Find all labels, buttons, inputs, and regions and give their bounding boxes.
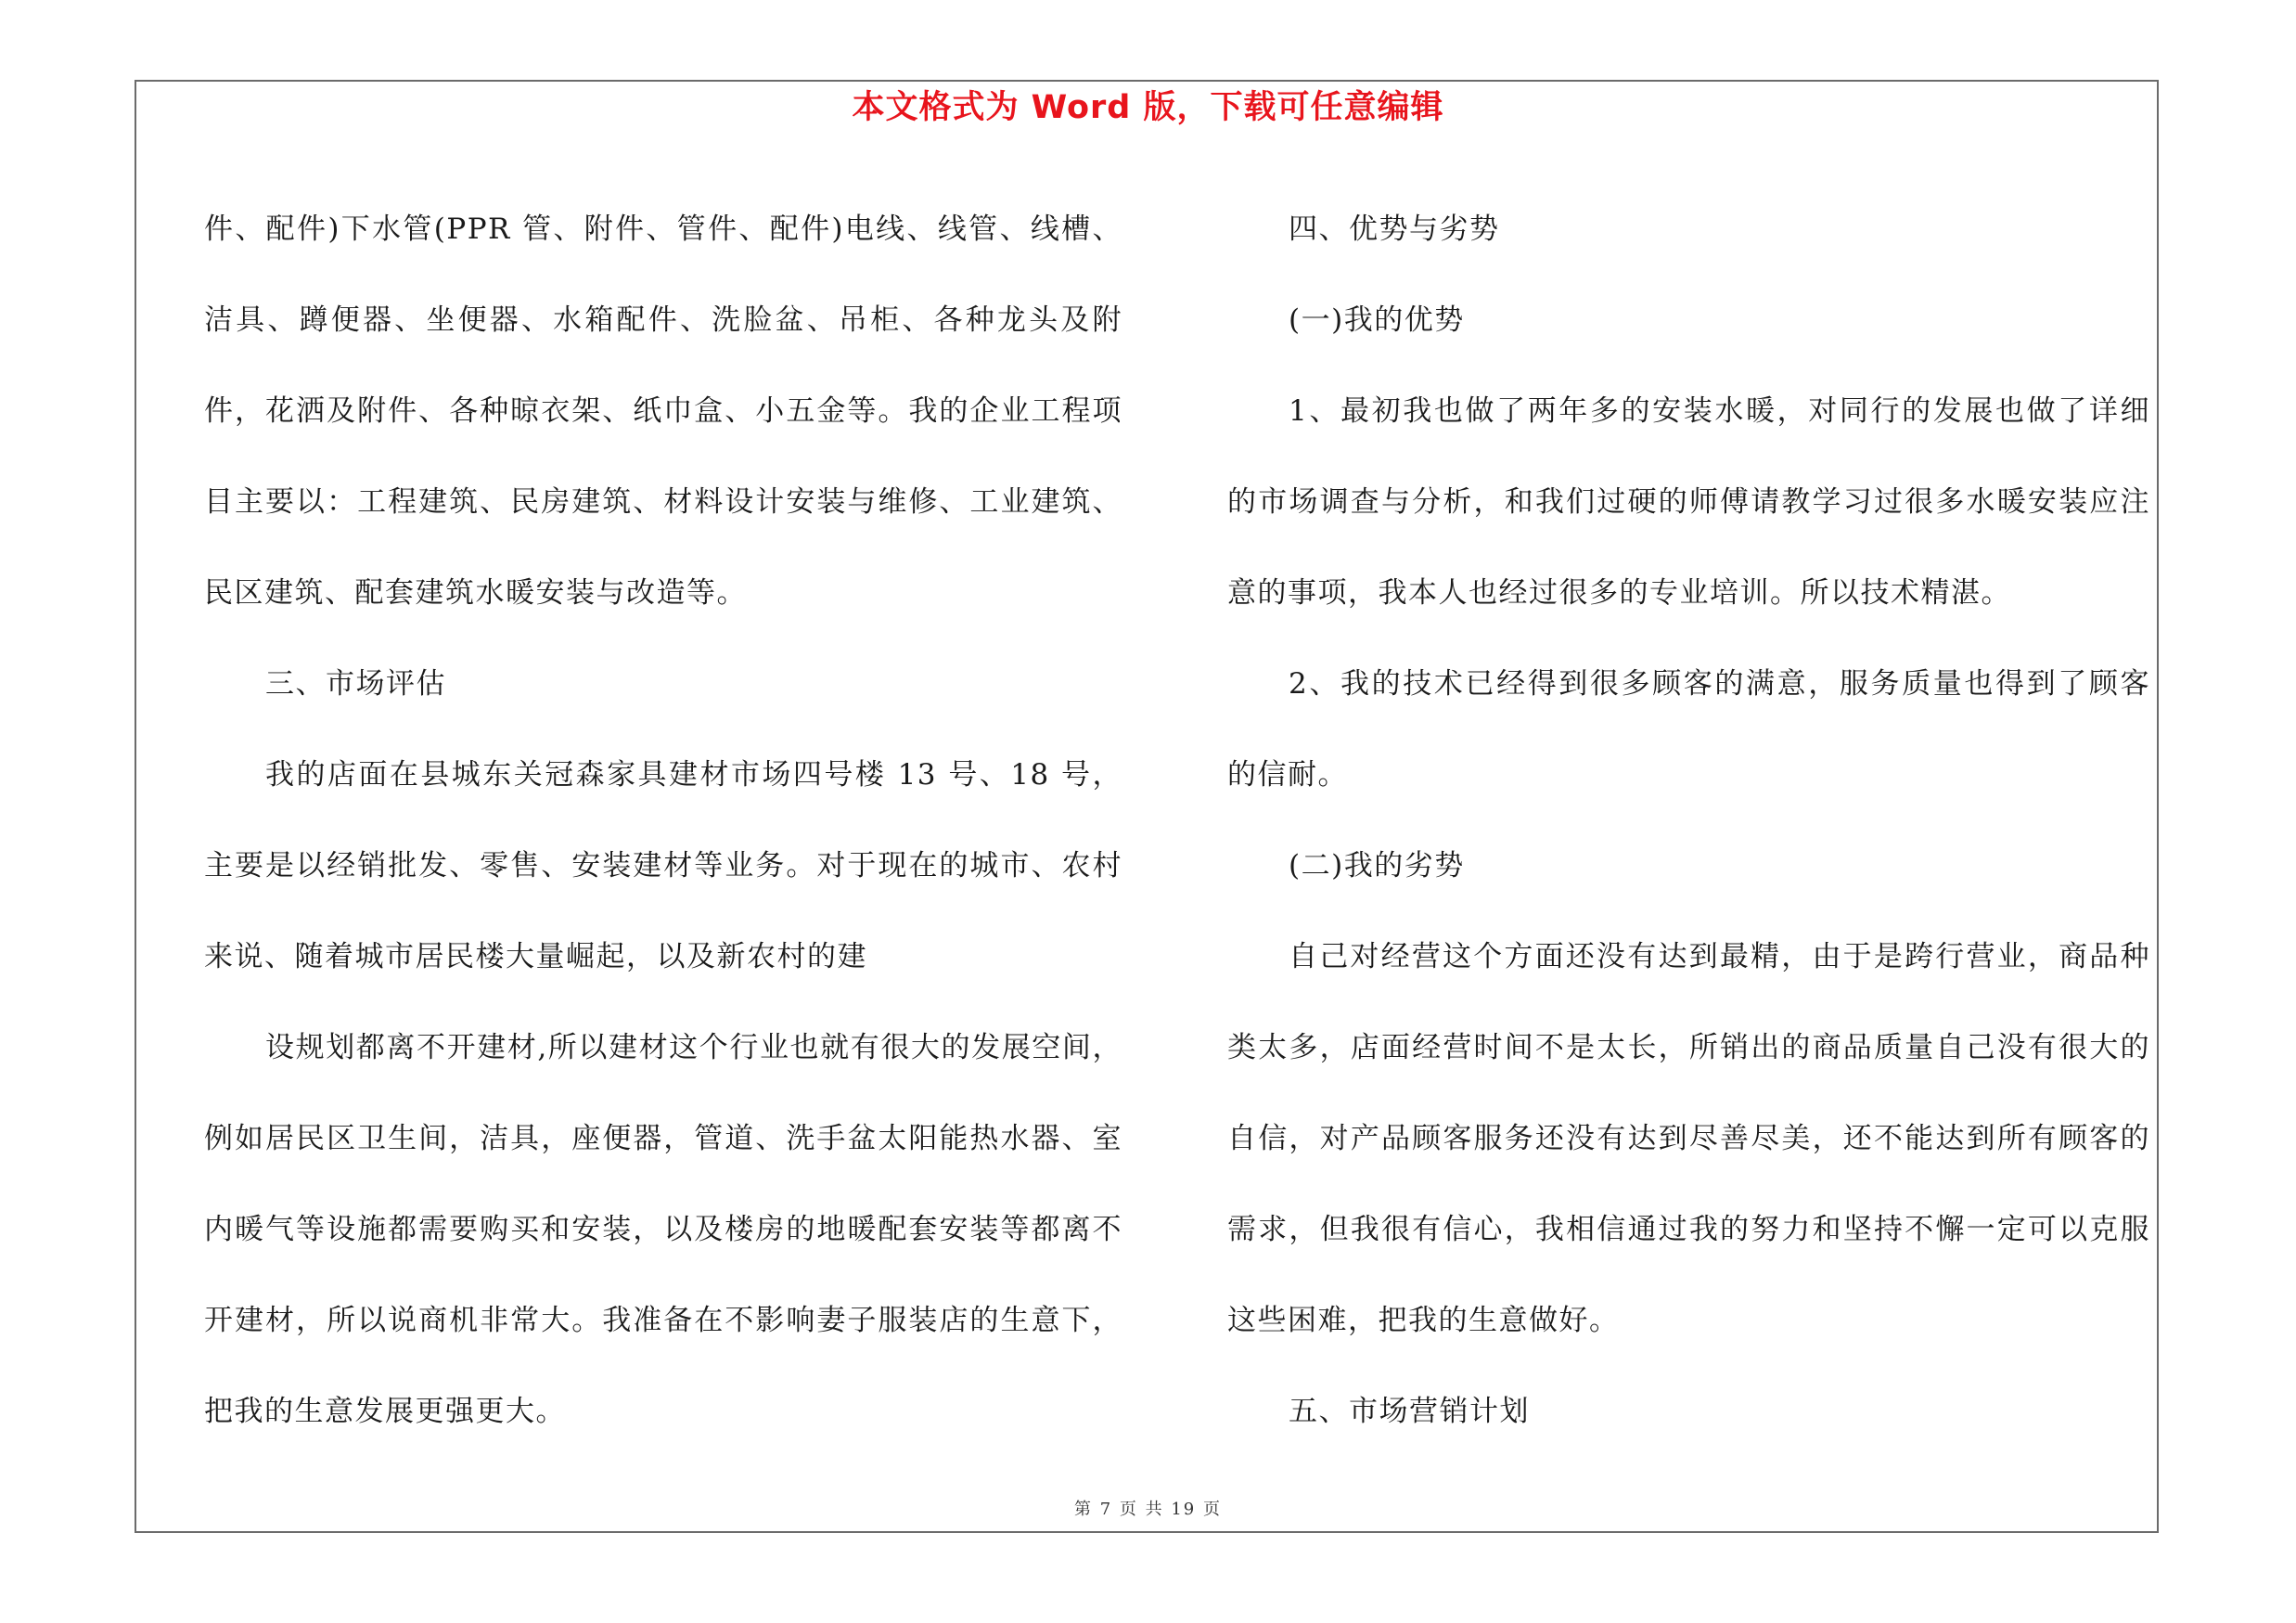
- right-column: [1227, 184, 2150, 1457]
- left-heading-market-assessment: 三、市场评估: [265, 667, 446, 701]
- right-heading-marketing-plan: 五、市场营销计划: [1289, 1395, 1530, 1428]
- header-banner: 本文格式为 Word 版，下载可任意编辑: [852, 89, 1444, 126]
- right-subheading-strengths: (一)我的优势: [1289, 303, 1465, 337]
- right-paragraph-strength-1: 1、最初我也做了两年多的安装水暖，对同行的发展也做了详细的市场调查与分析，和我们过硬的师傅请教学习过很多水暖安装应注意的事项，我本人也经过很多的专业培训。所以技术精湛。: [1227, 394, 2150, 610]
- right-heading-strengths-weaknesses: 四、优势与劣势: [1289, 213, 1500, 246]
- page-number-footer: 第 7 页 共 19 页: [1074, 1500, 1222, 1519]
- right-paragraph-strength-2: 2、我的技术已经得到很多顾客的满意，服务质量也得到了顾客的信耐。: [1227, 667, 2150, 792]
- left-column: [204, 184, 1122, 1457]
- left-paragraph-1: 件、配件)下水管(PPR 管、附件、管件、配件)电线、线管、线槽、洁具、蹲便器、坐便器、水箱配件、洗脸盆、吊柜、各种龙头及附件，花洒及附件、各种晾衣架、纸巾盒、小五金等。我的企业工程项目主要以：工程建筑、民房建筑、材料设计安装与维修、工业建筑、民区建筑、配套建筑水暖安装与改造等。: [204, 213, 1122, 610]
- left-paragraph-2: 我的店面在县城东关冠森家具建材市场四号楼 13 号、18 号，主要是以经销批发、零售、安装建材等业务。对于现在的城市、农村来说、随着城市居民楼大量崛起，以及新农村的建: [204, 758, 1122, 973]
- right-paragraph-weakness: 自己对经营这个方面还没有达到最精，由于是跨行营业，商品种类太多，店面经营时间不是太长，所销出的商品质量自己没有很大的自信，对产品顾客服务还没有达到尽善尽美，还不能达到所有顾客的需求，但我很有信心，我相信通过我的努力和坚持不懈一定可以克服这些困难，把我的生意做好。: [1227, 940, 2150, 1337]
- right-subheading-weaknesses: (二)我的劣势: [1289, 849, 1465, 882]
- left-paragraph-3: 设规划都离不开建材,所以建材这个行业也就有很大的发展空间，例如居民区卫生间，洁具，座便器，管道、洗手盆太阳能热水器、室内暖气等设施都需要购买和安装，以及楼房的地暖配套安装等都离不开建材，所以说商机非常大。我准备在不影响妻子服装店的生意下，把我的生意发展更强更大。: [204, 1031, 1122, 1428]
